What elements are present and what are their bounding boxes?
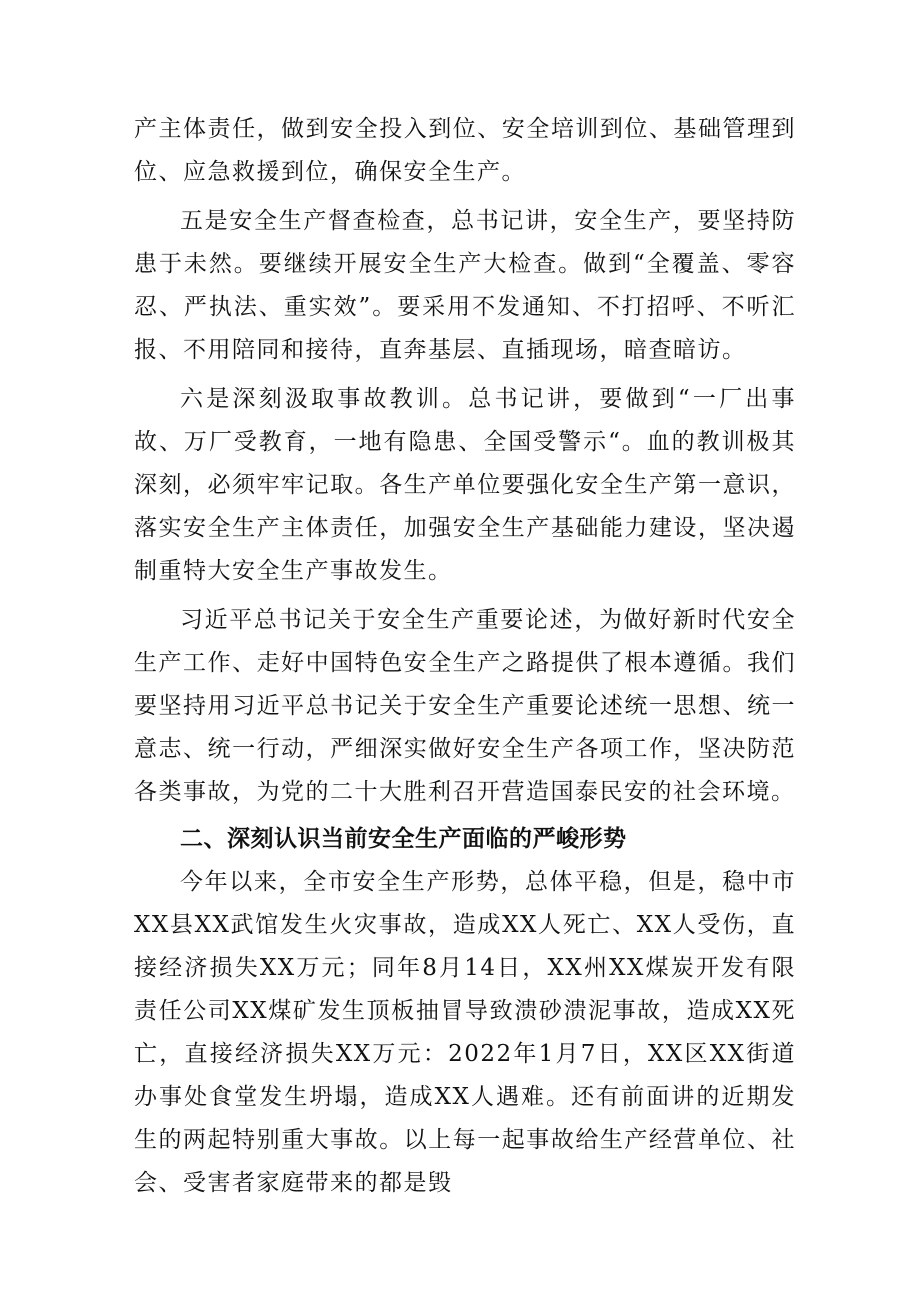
paragraph-point-five: 五是安全生产督查检查，总书记讲，安全生产，要坚持防患于未然。要继续开展安全生产大检查。做到“全覆盖、零容忍、严执法、重实效”。要采用不发通知、不打招呼、不听汇报、不用陪同和接待，直奔基层、直插现场，暗查暗访。 <box>134 208 796 363</box>
paragraph-continued: 产主体责任，做到安全投入到位、安全培训到位、基础管理到位、应急救援到位，确保安全生产。 <box>134 116 796 185</box>
paragraph-point-six: 六是深刻汲取事故教训。总书记讲，要做到“一厂出事故、万厂受教育，一地有隐患、全国受警示“。血的教训极其深刻，必须牢牢记取。各生产单位要强化安全生产第一意识，落实安全生产主体责任，加强安全生产基础能力建设，坚决遏制重特大安全生产事故发生。 <box>134 386 796 584</box>
section-heading: 二、深刻认识当前安全生产面临的严峻形势 <box>180 826 627 852</box>
paragraph-summary: 习近平总书记关于安全生产重要论述，为做好新时代安全生产工作、走好中国特色安全生产之路提供了根本遵循。我们要坚持用习近平总书记关于安全生产重要论述统一思想、统一意志、统一行动，严细深实做好安全生产各项工作，坚决防范各类事故，为党的二十大胜利召开营造国泰民安的社会环境。 <box>134 607 796 805</box>
document-body <box>134 108 796 1205</box>
paragraph-current-situation: 今年以来，全市安全生产形势，总体平稳，但是，稳中市XX县XX武馆发生火灾事故，造成XX人死亡、XX人受伤，直接经济损失XX万元；同年8月14日，XX州XX煤炭开发有限责任公司XX煤矿发生顶板抽冒导致溃砂溃泥事故，造成XX死亡，直接经济损失XX万元：2022年1月7日，XX区XX街道办事处食堂发生坍塌，造成XX人遇难。还有前面讲的近期发生的两起特别重大事故。以上每一起事故给生产经营单位、社会、受害者家庭带来的都是毁 <box>134 869 796 1196</box>
